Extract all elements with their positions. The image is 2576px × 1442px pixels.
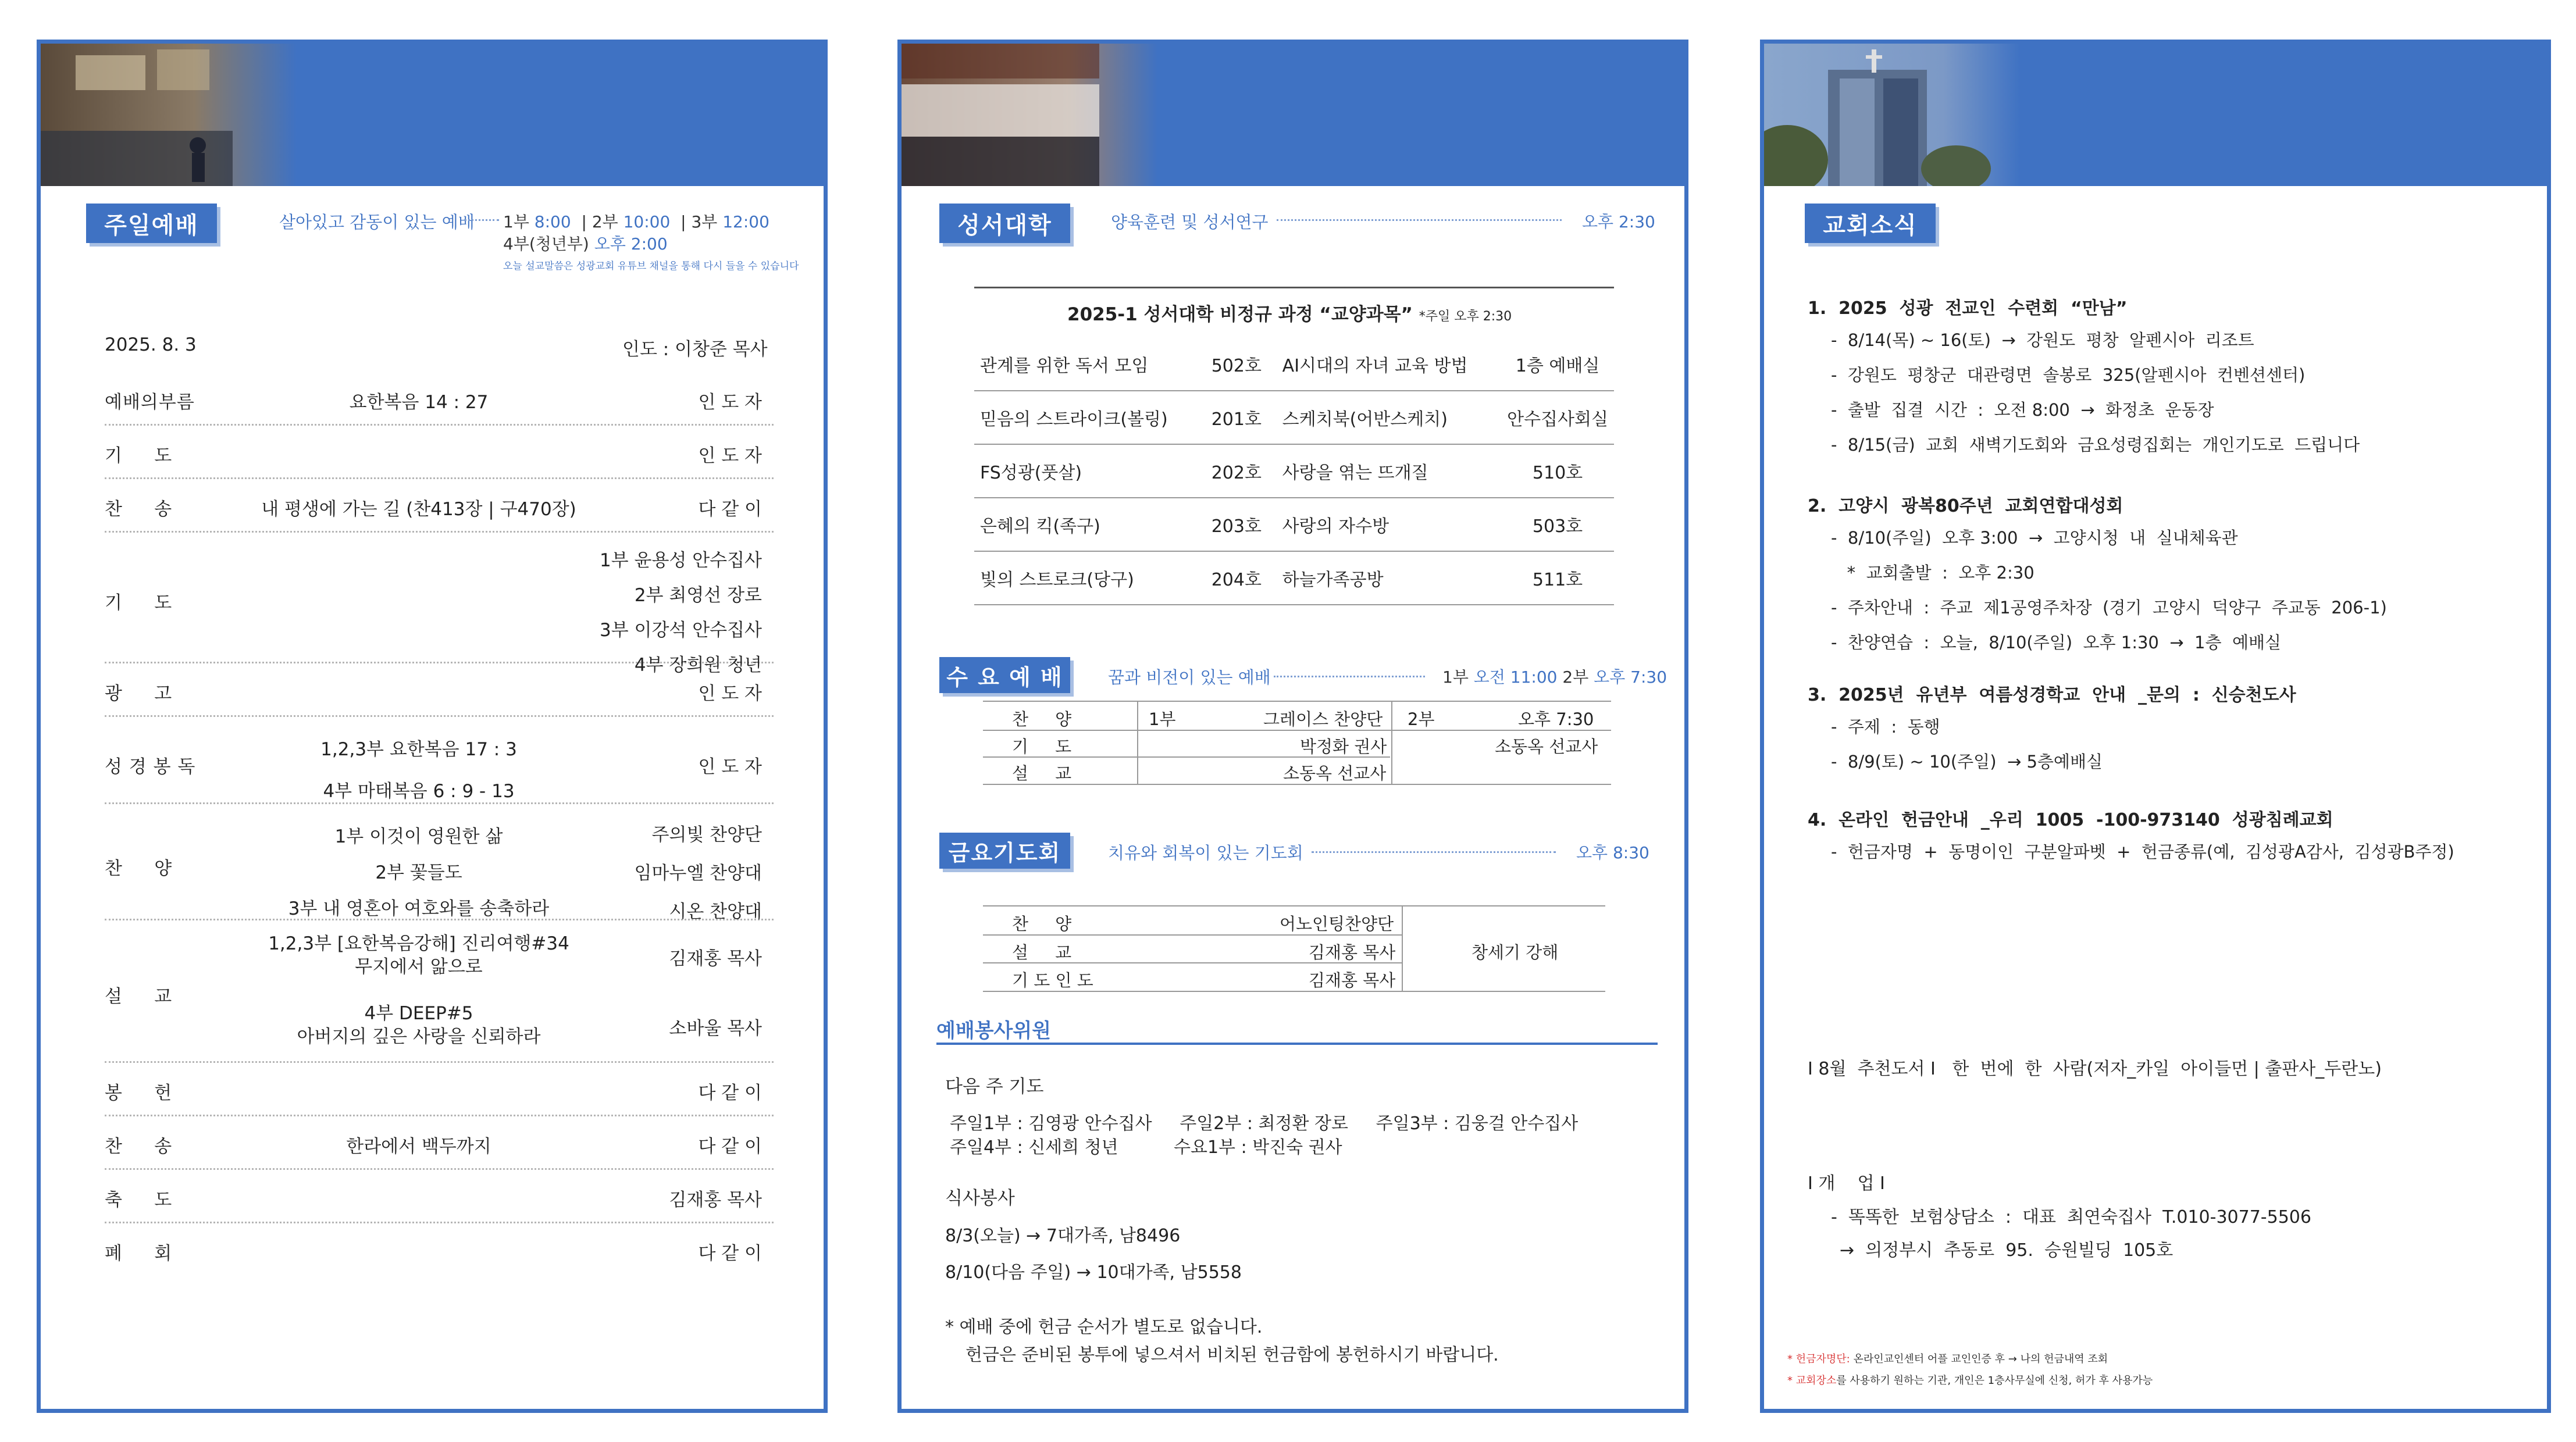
wed-name: 소동옥 선교사	[1283, 763, 1387, 783]
course-cell: 203호	[1196, 498, 1277, 551]
fri-name: 김재홍 목사	[1309, 970, 1396, 990]
news-item-line: - 찬양연습 : 오늘, 8/10(주일) 오후 1:30 → 1층 예배실	[1831, 633, 2281, 652]
fri-label: 기 도 인 도	[1012, 970, 1093, 990]
section-subtitle: 양육훈련 및 성서연구	[1111, 212, 1269, 232]
course-cell: 503호	[1501, 498, 1614, 551]
course-cell: 511호	[1501, 551, 1614, 605]
service-times: 1부 8:00 | 2부 10:00 | 3부 12:00	[503, 212, 769, 231]
course-cell: 믿음의 스트라이크(볼링)	[974, 391, 1196, 444]
wed-right: 소동옥 선교사	[1495, 737, 1598, 756]
wed-name: 그레이스 찬양단	[1263, 709, 1383, 729]
order-row: 폐 회 다 같 이	[105, 1243, 762, 1264]
wed-part: 2부	[1408, 709, 1435, 729]
wed-name: 박정화 권사	[1300, 737, 1387, 756]
choir-photo	[902, 44, 1157, 186]
rule	[983, 730, 1611, 731]
section-title: 성서대학	[939, 204, 1070, 243]
order-row: 광 고 인 도 자	[105, 663, 774, 717]
sunday-worship-panel	[37, 40, 828, 1413]
news-item-line: - 8/15(금) 교회 새벽기도회와 금요성령집회는 개인기도로 드립니다	[1831, 435, 2360, 455]
dotted-leader	[464, 219, 499, 221]
recommended-book: I 8월 추천도서 I 한 번에 한 사람(저자_카일 아이들먼 | 출판사_두란노)	[1808, 1059, 2382, 1079]
section-subtitle: 치유와 회복이 있는 기도회	[1108, 843, 1303, 863]
course-cell: 은혜의 킥(족구)	[974, 498, 1196, 551]
bible-college-panel	[897, 40, 1688, 1413]
fri-label: 설 교	[1012, 943, 1072, 962]
course-row	[974, 444, 1614, 498]
section-title: 주일예배	[86, 204, 217, 243]
date: 2025. 8. 3	[105, 334, 197, 355]
news-item-line: - 헌금자명 + 동명이인 구분알파벳 + 헌금종류(예, 김성광A감사, 김성광B주정)	[1831, 842, 2454, 862]
course-cell: 204호	[1196, 551, 1277, 605]
offering-note: 헌금은 준비된 봉투에 넣으셔서 비치된 헌금함에 봉헌하시기 바랍니다.	[965, 1345, 1499, 1365]
course-cell: FS성광(풋살)	[974, 444, 1196, 498]
footer-note: * 교회장소를 사용하기 원하는 기관, 개인은 1층사무실에 신청, 허가 후 사용가능	[1787, 1375, 2153, 1387]
course-cell: 사랑의 자수방	[1277, 498, 1501, 551]
wed-table-top-rule	[983, 701, 1611, 702]
meal-title: 식사봉사	[945, 1188, 1015, 1209]
course-cell: 스케치북(어반스케치)	[1277, 391, 1501, 444]
news-item-line: - 주차안내 : 주교 제1공영주차장 (경기 고양시 덕양구 주교동 206-1)	[1831, 598, 2387, 618]
opening-line: - 똑똑한 보험상담소 : 대표 최연숙집사 T.010-3077-5506	[1831, 1207, 2311, 1227]
news-item-line: - 8/10(주일) 오후 3:00 → 고양시청 내 실내체육관	[1831, 528, 2238, 548]
vrule	[1402, 905, 1403, 991]
course-title: 2025-1 성서대학 비정규 과정 “교양과목” *주일 오후 2:30	[1067, 304, 1512, 325]
wed-label: 설 교	[1012, 763, 1072, 783]
fri-right: 창세기 강해	[1472, 943, 1559, 962]
church-building-photo	[1764, 44, 2020, 186]
order-row: 봉 헌 다 같 이	[105, 1063, 774, 1116]
prayer-row: 기 도 1부 윤용성 안수집사 2부 최영선 장로 3부 이강석 안수집사 4부 장희원 청년	[105, 533, 774, 663]
course-cell: 502호	[1196, 337, 1277, 391]
footer-note: * 헌금자명단: 온라인교인센터 어플 교인인증 후 → 나의 헌금내역 조회	[1787, 1353, 2108, 1365]
church-news-panel	[1760, 40, 2551, 1413]
order-row: 축 도 김재홍 목사	[105, 1170, 774, 1223]
praise-row: 찬 양 1부 이것이 영원한 삶 2부 꽃들도 3부 내 영혼아 여호와를 송축하라 주의빛 찬양단 임마누엘 찬양대 시온 찬양대	[105, 804, 774, 920]
service-time: 오후 8:30	[1576, 843, 1649, 862]
youth-service-time: 4부(청년부) 오후 2:00	[503, 234, 668, 254]
course-cell: 안수집사회실	[1501, 391, 1614, 444]
banner	[902, 44, 1684, 186]
banner	[41, 44, 824, 186]
wed-time: 오후 7:30	[1518, 709, 1594, 729]
committee-rule	[936, 1043, 1658, 1045]
news-item-heading: 1. 2025 성광 전교인 수련회 “만남”	[1808, 298, 2128, 319]
vrule	[1391, 701, 1392, 784]
meal-line: 8/3(오늘) → 7대가족, 남8496	[945, 1226, 1181, 1246]
course-cell: 빛의 스트로크(당구)	[974, 551, 1196, 605]
banner	[1764, 44, 2547, 186]
course-row	[974, 551, 1614, 605]
dotted-leader	[1274, 676, 1425, 677]
rule	[983, 962, 1402, 963]
vrule	[1137, 701, 1138, 784]
meal-line: 8/10(다음 주일) → 10대가족, 남5558	[945, 1262, 1242, 1283]
news-item-line: - 8/9(토) ~ 10(주일) → 5층예배실	[1831, 752, 2103, 772]
section-title: 금요기도회	[939, 833, 1070, 869]
order-row: 예배의부름 요한복음 14 : 27 인 도 자	[105, 372, 774, 426]
news-item-line: - 8/14(목) ~ 16(토) → 강원도 평창 알펜시아 리조트	[1831, 330, 2254, 350]
wed-label: 찬 양	[1012, 709, 1072, 729]
course-cell: 사랑을 엮는 뜨개질	[1277, 444, 1501, 498]
dotted-leader	[1277, 219, 1562, 221]
section-subtitle: 꿈과 비전이 있는 예배	[1108, 668, 1271, 687]
rule	[983, 784, 1611, 785]
service-time: 오후 2:30	[1582, 212, 1655, 231]
order-row: 찬 송 내 평생에 가는 길 (찬413장 | 구470장) 다 같 이	[105, 479, 774, 533]
section-title: 수 요 예 배	[939, 657, 1070, 693]
course-cell: 510호	[1501, 444, 1614, 498]
leader: 인도 : 이창준 목사	[622, 339, 768, 360]
news-item-line: * 교회출발 : 오후 2:30	[1831, 563, 2035, 583]
opening-title: I 개 업 I	[1808, 1173, 1885, 1194]
course-cell: 하늘가족공방	[1277, 551, 1501, 605]
reading-row: 성 경 봉 독 1,2,3부 요한복음 17 : 3 4부 마태복음 6 : 9 - 13 인 도 자	[105, 717, 774, 804]
section-title: 교회소식	[1805, 204, 1936, 243]
course-row	[974, 498, 1614, 551]
sermon-row: 설 교 1,2,3부 [요한복음강해] 진리여행#34 무지에서 앎으로 김재홍 목사 4부 DEEP#5 아버지의 깊은 사랑을 신뢰하라 소바울 목사	[105, 920, 774, 1063]
rule	[983, 934, 1402, 936]
news-item-line: - 주제 : 동행	[1831, 717, 1940, 737]
rule	[983, 756, 1390, 758]
worship-photo	[41, 44, 297, 186]
news-item-heading: 4. 온라인 헌금안내 _우리 1005 -100-973140 성광침례교회	[1808, 810, 2333, 830]
course-table	[974, 337, 1614, 605]
news-item-line: - 출발 집결 시간 : 오전 8:00 → 화정초 운동장	[1831, 400, 2214, 420]
news-item-line: - 강원도 평창군 대관령면 솔봉로 325(알펜시아 컨벤션센터)	[1831, 365, 2306, 385]
youtube-note: 오늘 설교말씀은 성광교회 유튜브 채널을 통해 다시 들을 수 있습니다	[503, 260, 799, 272]
course-row	[974, 391, 1614, 444]
next-prayer-title: 다음 주 기도	[945, 1076, 1044, 1097]
order-row: 기 도 인 도 자	[105, 426, 774, 479]
service-times: 1부 오전 11:00 2부 오후 7:30	[1442, 668, 1668, 687]
fri-name: 어노인팅찬양단	[1280, 914, 1394, 934]
dotted-leader	[1312, 851, 1556, 853]
course-row	[974, 337, 1614, 391]
news-item-heading: 2. 고양시 광복80주년 교회연합대성회	[1808, 496, 2123, 516]
next-prayer-line: 주일1부 : 김영광 안수집사 주일2부 : 최정환 장로 주일3부 : 김웅걸 안수집사	[950, 1113, 1579, 1134]
course-cell: 1층 예배실	[1501, 337, 1614, 391]
fri-name: 김재홍 목사	[1309, 943, 1396, 962]
course-cell: 관계를 위한 독서 모임	[974, 337, 1196, 391]
opening-line: → 의정부시 추동로 95. 승원빌딩 105호	[1840, 1240, 2174, 1261]
rule	[983, 905, 1605, 906]
offering-note: * 예배 중에 헌금 순서가 별도로 없습니다.	[945, 1317, 1263, 1337]
section-subtitle: 살아있고 감동이 있는 예배	[279, 212, 475, 232]
course-cell: 202호	[1196, 444, 1277, 498]
fri-label: 찬 양	[1012, 914, 1072, 934]
course-cell: 201호	[1196, 391, 1277, 444]
wed-label: 기 도	[1012, 737, 1072, 756]
news-item-heading: 3. 2025년 유년부 여름성경학교 안내 _문의 : 신승천도사	[1808, 685, 2296, 705]
course-table-top-rule	[974, 287, 1614, 288]
next-prayer-line: 주일4부 : 신세희 청년 수요1부 : 박진숙 권사	[950, 1137, 1342, 1158]
committee-title: 예배봉사위원	[936, 1019, 1052, 1043]
rule	[983, 991, 1605, 992]
wed-part: 1부	[1149, 709, 1176, 729]
course-cell: AI시대의 자녀 교육 방법	[1277, 337, 1501, 391]
order-row: 찬 송 한라에서 백두까지 다 같 이	[105, 1116, 774, 1170]
